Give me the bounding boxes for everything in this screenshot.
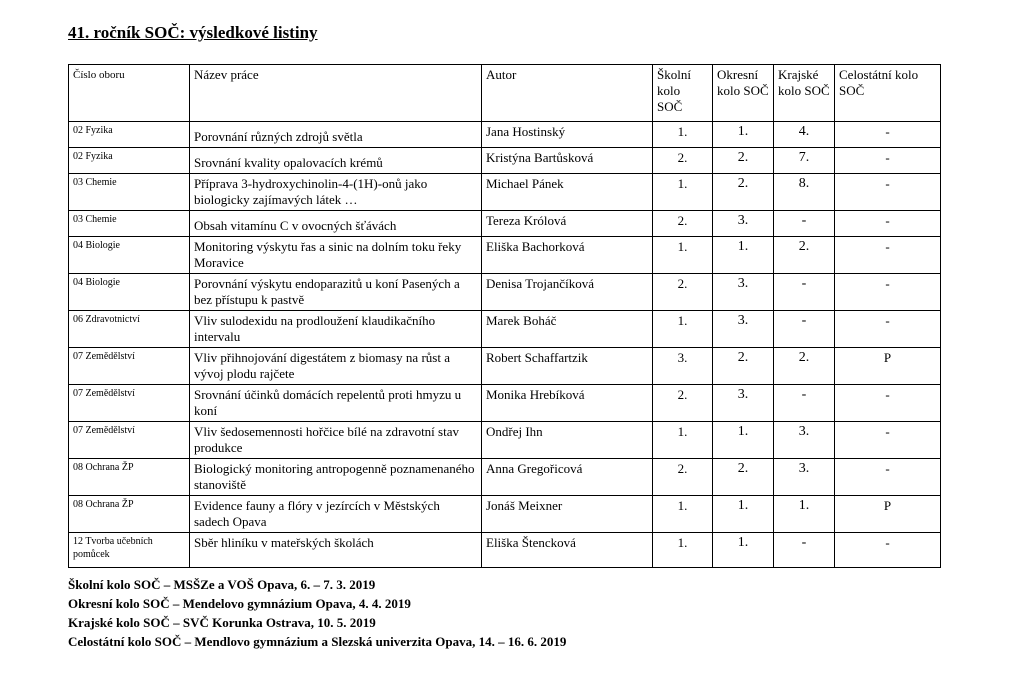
cell-nazev: Porovnání různých zdrojů světla xyxy=(190,122,482,148)
cell-autor: Robert Schaffartzik xyxy=(482,348,653,385)
cell-autor: Tereza Królová xyxy=(482,211,653,237)
cell-autor: Monika Hrebíková xyxy=(482,385,653,422)
cell-obor: 02 Fyzika xyxy=(69,122,190,148)
cell-celostatni: - xyxy=(835,274,941,311)
cell-obor: 08 Ochrana ŽP xyxy=(69,496,190,533)
cell-autor: Ondřej Ihn xyxy=(482,422,653,459)
cell-okresni: 3. xyxy=(713,311,774,348)
table-row xyxy=(69,385,941,422)
cell-nazev: Příprava 3-hydroxychinolin-4-(1H)-onů jako biologicky zajímavých látek … xyxy=(190,174,482,211)
cell-nazev: Monitoring výskytu řas a sinic na dolním toku řeky Moravice xyxy=(190,237,482,274)
cell-obor: 08 Ochrana ŽP xyxy=(69,459,190,496)
cell-nazev: Sběr hliníku v mateřských školách xyxy=(190,533,482,568)
cell-autor: Marek Boháč xyxy=(482,311,653,348)
cell-okresni: 1. xyxy=(713,533,774,568)
page-title: 41. ročník SOČ: výsledkové listiny xyxy=(68,23,318,42)
table-row xyxy=(69,533,941,568)
cell-autor: Jana Hostinský xyxy=(482,122,653,148)
table-row xyxy=(69,211,941,237)
round-info-line: Celostátní kolo SOČ – Mendlovo gymnázium a Slezská univerzita Opava, 14. – 16. 6. 2019 xyxy=(68,634,567,649)
table-row xyxy=(69,274,941,311)
table-row xyxy=(69,422,941,459)
table-row xyxy=(69,174,941,211)
cell-autor: Eliška Štencková xyxy=(482,533,653,568)
cell-krajske: - xyxy=(774,385,835,422)
cell-celostatni: - xyxy=(835,237,941,274)
cell-okresni: 2. xyxy=(713,348,774,385)
table-row xyxy=(69,348,941,385)
cell-obor: 02 Fyzika xyxy=(69,148,190,174)
cell-obor: 12 Tvorba učebních pomůcek xyxy=(69,533,190,568)
cell-autor: Anna Gregořicová xyxy=(482,459,653,496)
cell-nazev: Evidence fauny a flóry v jezírcích v Městských sadech Opava xyxy=(190,496,482,533)
cell-skolni: 2. xyxy=(653,385,713,422)
cell-nazev: Srovnání kvality opalovacích krémů xyxy=(190,148,482,174)
cell-krajske: - xyxy=(774,211,835,237)
cell-celostatni: - xyxy=(835,533,941,568)
header-okresni: Okresní kolo SOČ xyxy=(713,65,774,122)
cell-celostatni: P xyxy=(835,348,941,385)
cell-nazev: Srovnání účinků domácích repelentů proti hmyzu u koní xyxy=(190,385,482,422)
cell-autor: Eliška Bachorková xyxy=(482,237,653,274)
table-row xyxy=(69,311,941,348)
cell-skolni: 1. xyxy=(653,122,713,148)
cell-krajske: 2. xyxy=(774,237,835,274)
round-info-line: Školní kolo SOČ – MSŠZe a VOŠ Opava, 6. – 7. 3. 2019 xyxy=(68,577,376,592)
cell-obor: 07 Zemědělství xyxy=(69,385,190,422)
cell-okresni: 3. xyxy=(713,274,774,311)
cell-obor: 03 Chemie xyxy=(69,174,190,211)
cell-nazev: Vliv přihnojování digestátem z biomasy na růst a vývoj plodu rajčete xyxy=(190,348,482,385)
cell-skolni: 1. xyxy=(653,237,713,274)
cell-skolni: 1. xyxy=(653,533,713,568)
cell-krajske: - xyxy=(774,274,835,311)
cell-obor: 04 Biologie xyxy=(69,274,190,311)
cell-celostatni: - xyxy=(835,211,941,237)
cell-okresni: 3. xyxy=(713,211,774,237)
cell-nazev: Obsah vitamínu C v ovocných šťávách xyxy=(190,211,482,237)
header-skolni: Školní kolo SOČ xyxy=(653,65,713,122)
header-autor: Autor xyxy=(482,65,653,122)
header-krajske: Krajské kolo SOČ xyxy=(774,65,835,122)
table-row xyxy=(69,237,941,274)
cell-celostatni: - xyxy=(835,174,941,211)
cell-celostatni: - xyxy=(835,148,941,174)
cell-obor: 04 Biologie xyxy=(69,237,190,274)
round-info-line: Okresní kolo SOČ – Mendelovo gymnázium Opava, 4. 4. 2019 xyxy=(68,596,411,611)
cell-skolni: 1. xyxy=(653,422,713,459)
cell-nazev: Vliv šedosemennosti hořčice bílé na zdravotní stav produkce xyxy=(190,422,482,459)
cell-celostatni: - xyxy=(835,385,941,422)
cell-okresni: 2. xyxy=(713,459,774,496)
cell-okresni: 3. xyxy=(713,385,774,422)
cell-skolni: 1. xyxy=(653,311,713,348)
cell-celostatni: - xyxy=(835,122,941,148)
cell-krajske: - xyxy=(774,311,835,348)
cell-obor: 07 Zemědělství xyxy=(69,422,190,459)
cell-krajske: - xyxy=(774,533,835,568)
cell-nazev: Porovnání výskytu endoparazitů u koní Pasených a bez přístupu k pastvě xyxy=(190,274,482,311)
cell-krajske: 8. xyxy=(774,174,835,211)
cell-celostatni: P xyxy=(835,496,941,533)
cell-krajske: 3. xyxy=(774,459,835,496)
cell-skolni: 1. xyxy=(653,174,713,211)
header-celostatni: Celostátní kolo SOČ xyxy=(835,65,941,122)
header-nazev: Název práce xyxy=(190,65,482,122)
cell-obor: 07 Zemědělství xyxy=(69,348,190,385)
cell-okresni: 2. xyxy=(713,174,774,211)
cell-nazev: Vliv sulodexidu na prodloužení klaudikačního intervalu xyxy=(190,311,482,348)
cell-skolni: 2. xyxy=(653,274,713,311)
cell-celostatni: - xyxy=(835,311,941,348)
table-body xyxy=(69,122,941,568)
cell-okresni: 1. xyxy=(713,122,774,148)
cell-celostatni: - xyxy=(835,459,941,496)
round-info-line: Krajské kolo SOČ – SVČ Korunka Ostrava, 10. 5. 2019 xyxy=(68,615,376,630)
cell-skolni: 2. xyxy=(653,459,713,496)
cell-okresni: 1. xyxy=(713,422,774,459)
cell-autor: Denisa Trojančíková xyxy=(482,274,653,311)
cell-krajske: 1. xyxy=(774,496,835,533)
cell-krajske: 3. xyxy=(774,422,835,459)
table-header-row xyxy=(69,65,941,122)
cell-skolni: 2. xyxy=(653,211,713,237)
table-row xyxy=(69,496,941,533)
cell-okresni: 1. xyxy=(713,496,774,533)
cell-obor: 06 Zdravotnictví xyxy=(69,311,190,348)
table-row xyxy=(69,122,941,148)
cell-skolni: 2. xyxy=(653,148,713,174)
round-info-list xyxy=(68,575,566,651)
cell-autor: Jonáš Meixner xyxy=(482,496,653,533)
cell-nazev: Biologický monitoring antropogenně poznamenaného stanoviště xyxy=(190,459,482,496)
cell-autor: Kristýna Bartůsková xyxy=(482,148,653,174)
cell-okresni: 1. xyxy=(713,237,774,274)
table-row xyxy=(69,459,941,496)
cell-celostatni: - xyxy=(835,422,941,459)
cell-skolni: 1. xyxy=(653,496,713,533)
cell-autor: Michael Pánek xyxy=(482,174,653,211)
header-obor: Číslo oboru xyxy=(69,65,190,122)
results-table xyxy=(68,64,941,568)
cell-krajske: 4. xyxy=(774,122,835,148)
cell-krajske: 2. xyxy=(774,348,835,385)
cell-skolni: 3. xyxy=(653,348,713,385)
cell-krajske: 7. xyxy=(774,148,835,174)
cell-okresni: 2. xyxy=(713,148,774,174)
cell-obor: 03 Chemie xyxy=(69,211,190,237)
table-row xyxy=(69,148,941,174)
